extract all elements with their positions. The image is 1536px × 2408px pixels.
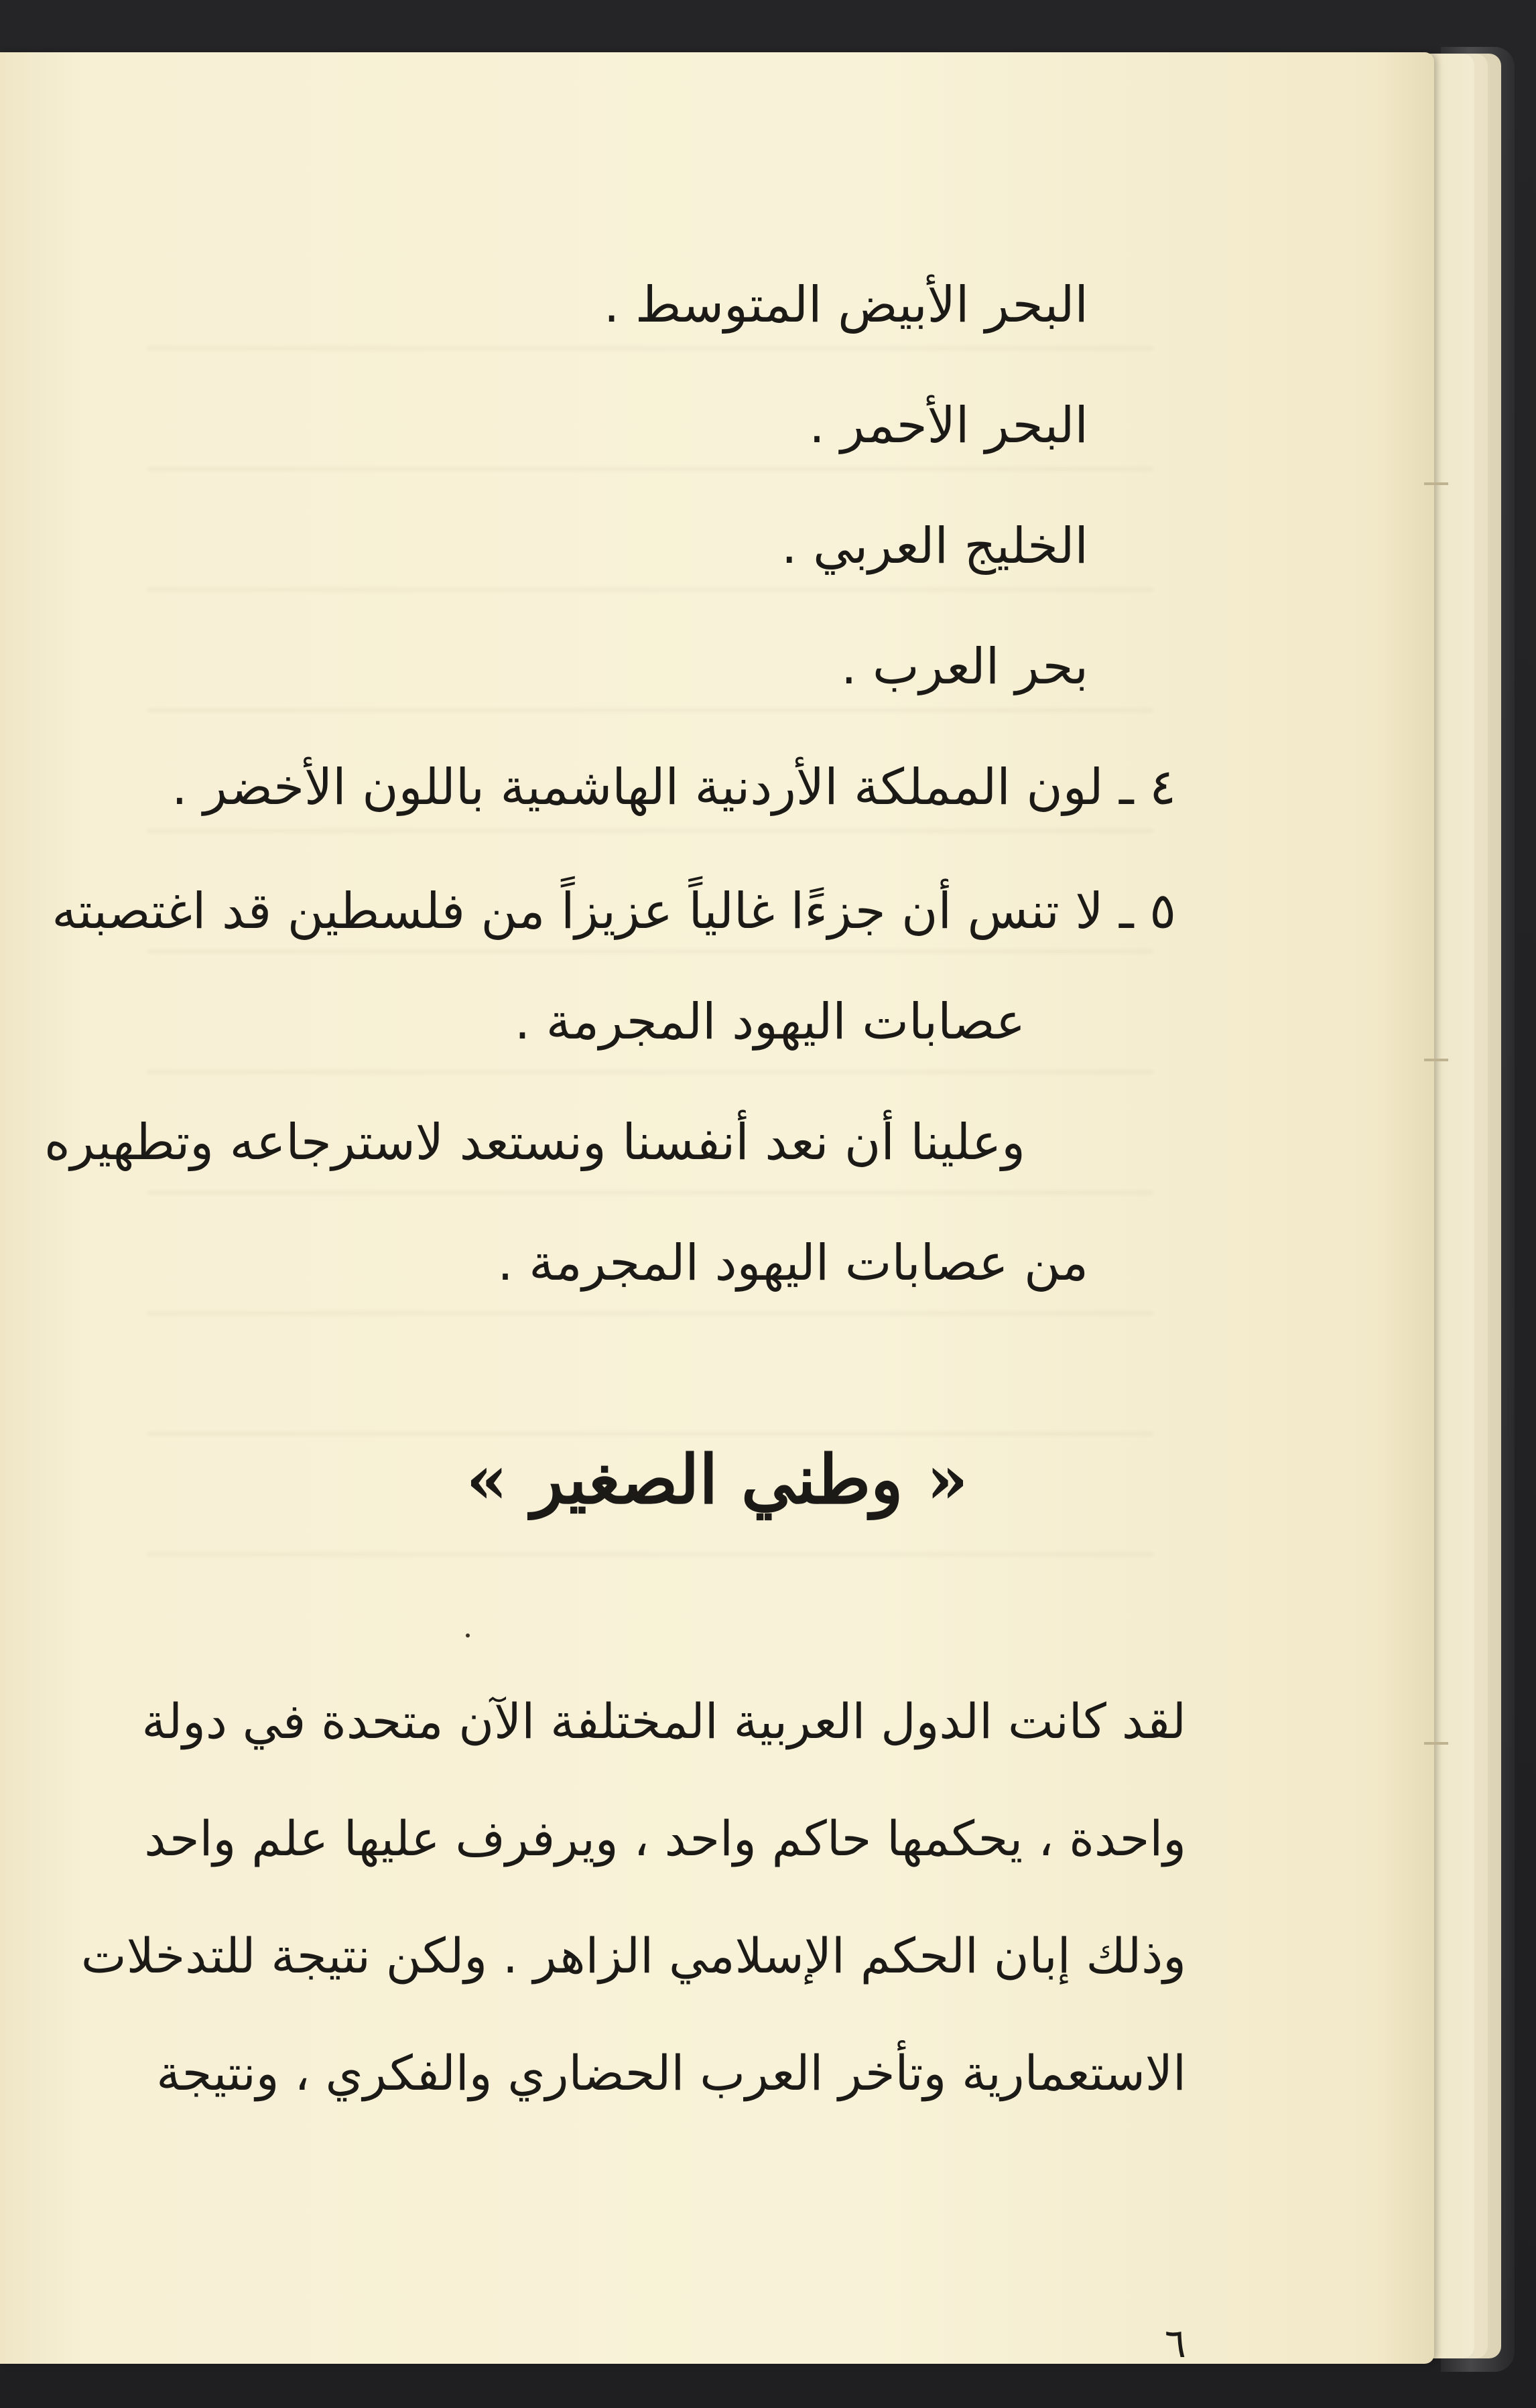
list-line-red-sea: البحر الأحمر .	[809, 397, 1088, 454]
numbered-item-5-line-4: من عصابات اليهود المجرمة .	[497, 1234, 1088, 1292]
numbered-item-5-line-2: عصابات اليهود المجرمة .	[514, 993, 1025, 1051]
list-line-mediterranean: البحر الأبيض المتوسط .	[603, 276, 1088, 334]
numbered-item-4: ٤ ـ لون المملكة الأردنية الهاشمية باللون الأخضر .	[172, 758, 1176, 816]
body-line-1: لقد كانت الدول العربية المختلفة الآن متحدة في دولة	[141, 1693, 1186, 1749]
body-line-2: واحدة ، يحكمها حاكم واحد ، ويرفرف عليها علم واحد	[144, 1810, 1186, 1867]
body-line-3: وذلك إبان الحكم الإسلامي الزاهر . ولكن نتيجة للتدخلات	[80, 1928, 1186, 1984]
ink-speck	[466, 1633, 470, 1637]
list-line-arabian-sea: بحر العرب .	[840, 638, 1088, 695]
body-line-4: الاستعمارية وتأخر العرب الحضاري والفكري ، ونتيجة	[156, 2045, 1186, 2101]
page-edge-mark	[1424, 1742, 1448, 1745]
plastic-sleeve	[1441, 47, 1515, 2372]
section-heading: « وطني الصغير »	[466, 1440, 968, 1519]
page-edge-mark	[1424, 1059, 1448, 1061]
book-page	[0, 52, 1434, 2367]
page-number: ٦	[1164, 2320, 1186, 2367]
numbered-item-5-line-1: ٥ ـ لا تنس أن جزءًا غالياً عزيزاً من فلسطين قد اغتصبته	[52, 882, 1176, 940]
page-edge-mark	[1424, 482, 1448, 485]
list-line-arabian-gulf: الخليج العربي .	[781, 517, 1088, 575]
numbered-item-5-line-3: وعلينا أن نعد أنفسنا ونستعد لاسترجاعه وتطهيره	[44, 1114, 1025, 1171]
